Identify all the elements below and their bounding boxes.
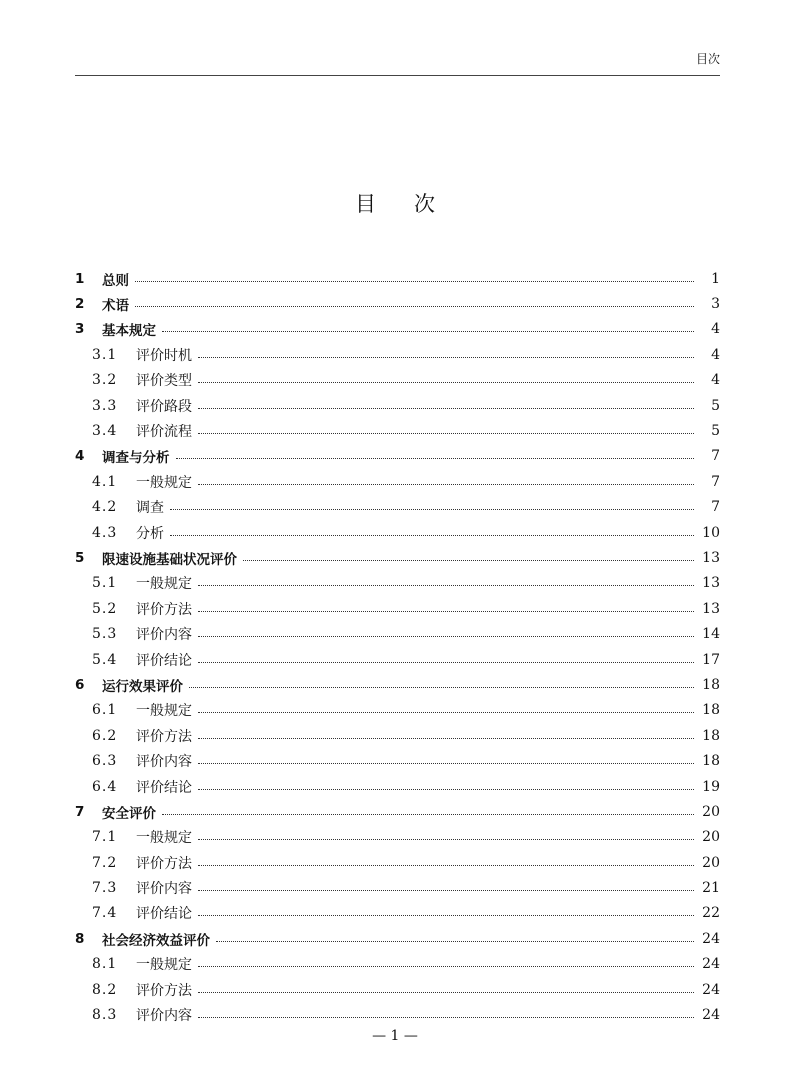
toc-entry-title: 基本规定 (102, 323, 156, 340)
toc-entry[interactable] (75, 621, 720, 646)
toc-entry[interactable] (75, 495, 720, 520)
toc-entry[interactable] (75, 672, 720, 697)
toc-dot-leader (198, 483, 694, 485)
toc-entry-title: 评价方法 (136, 601, 192, 618)
toc-entry-number: 8 (75, 930, 85, 947)
toc-entry-page: 20 (702, 854, 720, 871)
toc-entry-number: 4.2 (92, 499, 118, 516)
toc-dot-leader (198, 356, 694, 358)
toc-entry-number: 4.3 (92, 524, 118, 541)
toc-entry-number: 5.3 (92, 626, 118, 643)
toc-entry-title: 评价方法 (136, 728, 192, 745)
toc-entry[interactable] (75, 748, 720, 773)
toc-entry[interactable] (75, 469, 720, 494)
toc-dot-leader (170, 534, 694, 536)
toc-entry-title: 运行效果评价 (102, 678, 183, 695)
toc-entry[interactable] (75, 342, 720, 367)
toc-entry-number: 6.1 (92, 702, 118, 719)
toc-entry-page: 4 (711, 372, 720, 389)
toc-dot-leader (198, 838, 694, 840)
toc-entry[interactable] (75, 393, 720, 418)
toc-dot-leader (198, 737, 694, 739)
toc-entry-page: 24 (702, 981, 720, 998)
toc-dot-leader (198, 661, 694, 663)
toc-dot-leader (135, 305, 694, 307)
running-header: 目次 (695, 52, 720, 66)
toc-entry-page: 13 (702, 575, 720, 592)
toc-entry-number: 8.1 (92, 956, 118, 973)
toc-dot-leader (198, 584, 694, 586)
toc-entry[interactable] (75, 520, 720, 545)
toc-entry-number: 5.1 (92, 575, 118, 592)
toc-dot-leader (198, 889, 694, 891)
toc-dot-leader (198, 432, 694, 434)
toc-entry-number: 3.1 (92, 346, 118, 363)
toc-entry-number: 3.4 (92, 423, 118, 440)
toc-entry-title: 评价结论 (136, 652, 192, 669)
toc-dot-leader (198, 1016, 694, 1018)
toc-entry-page: 19 (702, 778, 720, 795)
toc-entry-page: 7 (711, 499, 720, 516)
page-title: 目次 (355, 192, 473, 216)
toc-dot-leader (198, 610, 694, 612)
toc-entry-page: 18 (702, 676, 720, 693)
toc-entry-page: 24 (702, 930, 720, 947)
toc-entry[interactable] (75, 723, 720, 748)
toc-entry[interactable] (75, 368, 720, 393)
toc-entry-page: 22 (702, 905, 720, 922)
toc-entry[interactable] (75, 596, 720, 621)
toc-entry-title: 调查 (136, 500, 164, 517)
toc-entry-number: 3.3 (92, 397, 118, 414)
toc-dot-leader (243, 559, 694, 561)
toc-entry-page: 17 (702, 651, 720, 668)
toc-entry-page: 5 (711, 423, 720, 440)
toc-entry-number: 6 (75, 676, 85, 693)
toc-entry-title: 评价结论 (136, 779, 192, 796)
toc-dot-leader (198, 635, 694, 637)
toc-entry-title: 术语 (102, 298, 129, 315)
toc-entry[interactable] (75, 977, 720, 1002)
toc-entry[interactable] (75, 571, 720, 596)
toc-entry-title: 限速设施基础状况评价 (102, 551, 237, 568)
toc-entry-number: 7 (75, 803, 85, 820)
toc-entry[interactable] (75, 901, 720, 926)
toc-entry-title: 一般规定 (136, 576, 192, 593)
table-of-contents (75, 266, 720, 1028)
toc-entry-number: 7.4 (92, 905, 118, 922)
header-divider (75, 75, 720, 76)
toc-entry-page: 20 (702, 829, 720, 846)
toc-entry[interactable] (75, 647, 720, 672)
toc-entry-title: 评价流程 (136, 424, 192, 441)
toc-entry-page: 24 (702, 956, 720, 973)
toc-entry-number: 6.4 (92, 778, 118, 795)
toc-entry-number: 7.2 (92, 854, 118, 871)
toc-entry-number: 5.2 (92, 600, 118, 617)
toc-entry-page: 3 (711, 296, 720, 313)
toc-entry-page: 10 (702, 524, 720, 541)
toc-entry-title: 评价时机 (136, 347, 192, 364)
toc-entry[interactable] (75, 825, 720, 850)
toc-entry-title: 评价路段 (136, 398, 192, 415)
toc-entry-title: 评价方法 (136, 982, 192, 999)
toc-entry-page: 4 (711, 346, 720, 363)
toc-entry[interactable] (75, 875, 720, 900)
toc-dot-leader (198, 711, 694, 713)
toc-entry-title: 评价方法 (136, 855, 192, 872)
toc-dot-leader (198, 991, 694, 993)
toc-entry[interactable] (75, 545, 720, 570)
toc-entry-title: 评价内容 (136, 754, 192, 771)
toc-dot-leader (198, 381, 694, 383)
toc-entry-title: 评价内容 (136, 627, 192, 644)
toc-dot-leader (198, 788, 694, 790)
toc-entry-number: 6.3 (92, 753, 118, 770)
toc-entry-number: 6.2 (92, 727, 118, 744)
toc-entry-page: 7 (711, 473, 720, 490)
toc-entry[interactable] (75, 698, 720, 723)
toc-entry-number: 7.3 (92, 880, 118, 897)
toc-entry-number: 1 (75, 270, 85, 287)
toc-dot-leader (162, 813, 694, 815)
toc-dot-leader (198, 965, 694, 967)
toc-entry[interactable] (75, 1002, 720, 1027)
toc-entry[interactable] (75, 926, 720, 951)
toc-entry-page: 18 (702, 753, 720, 770)
toc-dot-leader (135, 280, 694, 282)
toc-entry-page: 13 (702, 600, 720, 617)
toc-dot-leader (198, 407, 694, 409)
toc-entry-number: 4 (75, 448, 85, 465)
toc-entry[interactable] (75, 850, 720, 875)
toc-entry-page: 4 (711, 321, 720, 338)
toc-entry-number: 2 (75, 296, 85, 313)
toc-dot-leader (170, 508, 694, 510)
toc-entry-page: 1 (711, 270, 720, 287)
toc-entry-title: 总则 (102, 272, 129, 289)
toc-entry-number: 7.1 (92, 829, 118, 846)
toc-entry-title: 评价类型 (136, 373, 192, 390)
toc-entry-title: 一般规定 (136, 703, 192, 720)
toc-dot-leader (198, 762, 694, 764)
toc-entry-title: 社会经济效益评价 (102, 932, 210, 949)
toc-entry[interactable] (75, 418, 720, 443)
toc-entry[interactable] (75, 266, 720, 291)
page-number: — 1 — (372, 1028, 418, 1044)
toc-entry-page: 24 (702, 1007, 720, 1024)
toc-entry[interactable] (75, 952, 720, 977)
toc-entry-number: 5 (75, 549, 85, 566)
toc-entry-page: 21 (702, 880, 720, 897)
toc-entry[interactable] (75, 317, 720, 342)
toc-entry-number: 3.2 (92, 372, 118, 389)
toc-entry-page: 18 (702, 702, 720, 719)
toc-dot-leader (176, 457, 695, 459)
toc-entry-page: 7 (711, 448, 720, 465)
toc-entry-number: 8.2 (92, 981, 118, 998)
toc-entry-title: 一般规定 (136, 474, 192, 491)
toc-entry-page: 14 (702, 626, 720, 643)
toc-entry-title: 安全评价 (102, 805, 156, 822)
toc-entry-title: 一般规定 (136, 830, 192, 847)
toc-entry-page: 13 (702, 549, 720, 566)
toc-dot-leader (198, 864, 694, 866)
toc-dot-leader (198, 914, 694, 916)
toc-entry-title: 评价结论 (136, 906, 192, 923)
toc-entry[interactable] (75, 774, 720, 799)
toc-entry-title: 评价内容 (136, 881, 192, 898)
toc-entry-number: 3 (75, 321, 85, 338)
toc-entry[interactable] (75, 444, 720, 469)
toc-entry[interactable] (75, 291, 720, 316)
toc-entry-number: 8.3 (92, 1007, 118, 1024)
toc-entry-title: 一般规定 (136, 957, 192, 974)
toc-dot-leader (162, 330, 694, 332)
toc-dot-leader (216, 940, 694, 942)
toc-entry-page: 18 (702, 727, 720, 744)
toc-dot-leader (189, 686, 694, 688)
toc-entry-title: 评价内容 (136, 1008, 192, 1025)
toc-entry-page: 20 (702, 803, 720, 820)
toc-entry-page: 5 (711, 397, 720, 414)
toc-entry-title: 调查与分析 (102, 450, 170, 467)
toc-entry-number: 4.1 (92, 473, 118, 490)
toc-entry[interactable] (75, 799, 720, 824)
toc-entry-title: 分析 (136, 525, 164, 542)
toc-entry-number: 5.4 (92, 651, 118, 668)
